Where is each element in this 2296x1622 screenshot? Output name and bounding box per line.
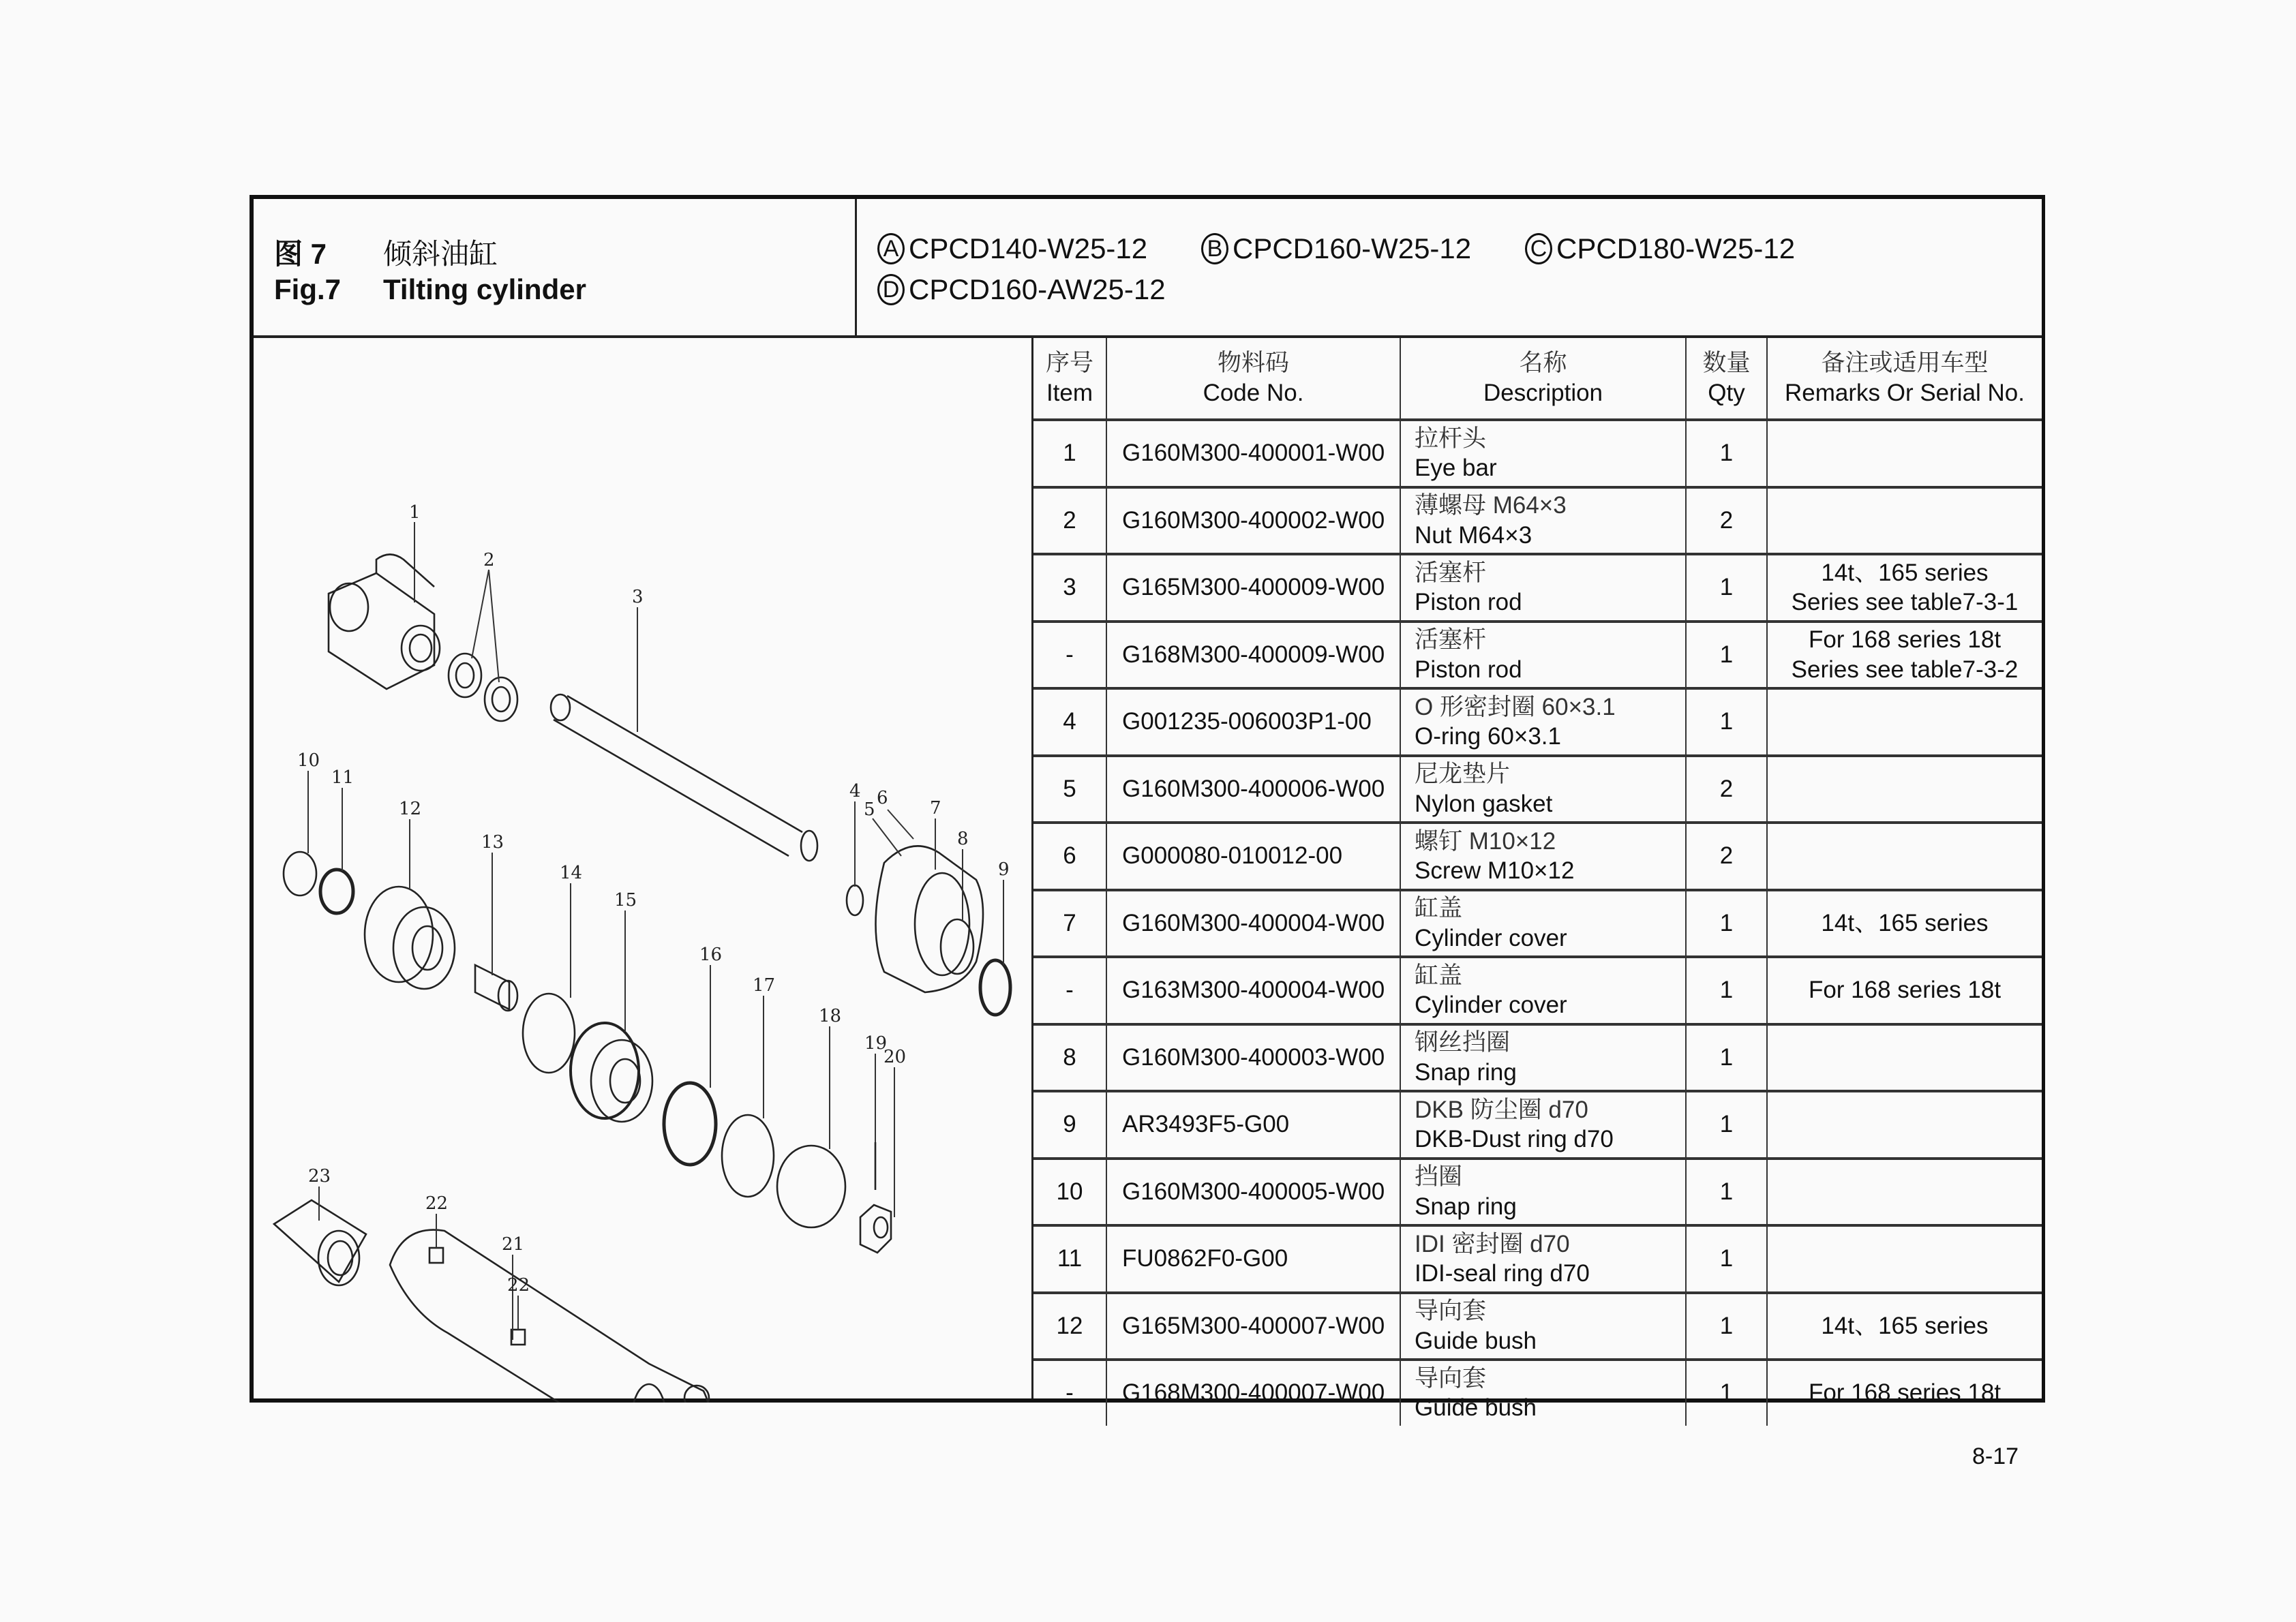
eye-bar-part <box>329 555 440 690</box>
circled-letter-b-icon: B <box>1201 233 1228 264</box>
description-cn: 薄螺母 M64×3 <box>1415 492 1567 519</box>
page-number: 8-17 <box>1972 1443 2019 1469</box>
figure-title-en <box>274 275 586 304</box>
description-cn: 缸盖 <box>1415 895 1463 921</box>
table-header-row <box>1033 338 2042 420</box>
description <box>1400 1159 1686 1226</box>
item-number: 11 <box>1033 1225 1106 1293</box>
description-cn: 拉杆头 <box>1415 425 1487 452</box>
remarks <box>1767 1091 2042 1159</box>
remarks <box>1767 1225 2042 1293</box>
description <box>1400 756 1686 823</box>
quantity: 1 <box>1686 890 1767 958</box>
ring-17-part <box>722 1115 774 1197</box>
callout-20: 20 <box>883 1047 907 1067</box>
code-number: G000080-010012-00 <box>1106 823 1400 890</box>
item-number: 4 <box>1033 688 1106 756</box>
piston-rod-part <box>551 694 817 861</box>
remarks <box>1767 554 2042 622</box>
item-number: 8 <box>1033 1024 1106 1092</box>
figure-title-cn <box>274 240 498 269</box>
remarks <box>1767 487 2042 555</box>
remarks-line-2: Series see table7-3-2 <box>1791 656 2019 683</box>
description-cn: 挡圈 <box>1415 1163 1463 1190</box>
description <box>1400 554 1686 622</box>
remarks-line-1: 14t、165 series <box>1821 909 1989 936</box>
column-header-description: 名称 Description <box>1400 338 1686 420</box>
description <box>1400 957 1686 1024</box>
remarks <box>1767 1024 2042 1092</box>
table-row <box>1033 1091 2042 1159</box>
callout-19: 19 <box>864 1033 888 1054</box>
table-row <box>1033 1225 2042 1293</box>
remarks-line-1: 14t、165 series <box>1821 559 1989 586</box>
item-number: 12 <box>1033 1293 1106 1360</box>
model-c <box>1525 233 1795 264</box>
remarks-line-1: For 168 series 18t <box>1808 977 2002 1004</box>
seal-ring-14-part <box>523 994 575 1073</box>
description <box>1400 688 1686 756</box>
callout-13: 13 <box>481 832 504 853</box>
quantity: 2 <box>1686 756 1767 823</box>
callout-23: 23 <box>308 1166 331 1187</box>
description <box>1400 1360 1686 1426</box>
callout-17: 17 <box>753 975 776 996</box>
table-row <box>1033 420 2042 487</box>
code-number: G165M300-400007-W00 <box>1106 1293 1400 1360</box>
circled-letter-d-icon: D <box>877 274 905 305</box>
callout-16: 16 <box>699 945 723 965</box>
table-row <box>1033 1159 2042 1226</box>
parts-list-table <box>1031 338 2042 1422</box>
remarks-line-1: 14t、165 series <box>1821 1312 1989 1339</box>
callout-10: 10 <box>297 750 320 771</box>
item-number: 1 <box>1033 420 1106 487</box>
remarks <box>1767 1360 2042 1426</box>
item-number: 9 <box>1033 1091 1106 1159</box>
quantity: 1 <box>1686 554 1767 622</box>
table-row <box>1033 688 2042 756</box>
description-cn: 尼龙垫片 <box>1415 761 1511 787</box>
model-name: CPCD160-W25-12 <box>1233 232 1472 264</box>
nut-parts <box>449 654 517 721</box>
description-en: Eye bar <box>1415 455 1497 482</box>
callout-8: 8 <box>957 829 969 849</box>
parts-table-body <box>1033 420 2042 1426</box>
table-row <box>1033 823 2042 890</box>
figure-name-en: Tilting cylinder <box>383 273 586 305</box>
table-row <box>1033 487 2042 555</box>
quantity: 1 <box>1686 1159 1767 1226</box>
dust-ring-part <box>980 960 1010 1015</box>
description-en: Cylinder cover <box>1415 924 1567 951</box>
quantity: 1 <box>1686 1024 1767 1092</box>
remarks <box>1767 622 2042 689</box>
quantity: 1 <box>1686 1225 1767 1293</box>
remarks <box>1767 756 2042 823</box>
description-en: DKB-Dust ring d70 <box>1415 1126 1614 1153</box>
model-a <box>877 233 1147 264</box>
description-cn: IDI 密封圈 d70 <box>1415 1230 1570 1257</box>
item-number: - <box>1033 1360 1106 1426</box>
snap-ring-10-part <box>284 852 316 896</box>
description-cn: 活塞杆 <box>1415 559 1487 586</box>
table-row <box>1033 622 2042 689</box>
description-cn: 钢丝挡圈 <box>1415 1029 1511 1056</box>
description <box>1400 487 1686 555</box>
model-name: CPCD160-AW25-12 <box>909 273 1166 305</box>
description <box>1400 1293 1686 1360</box>
quantity: 1 <box>1686 688 1767 756</box>
ring-16-part <box>664 1083 716 1165</box>
guide-bush-part <box>365 887 455 989</box>
bushing-23-part <box>274 1200 366 1285</box>
code-number: G165M300-400009-W00 <box>1106 554 1400 622</box>
remarks <box>1767 957 2042 1024</box>
code-number: G160M300-400002-W00 <box>1106 487 1400 555</box>
callout-5: 5 <box>864 799 875 820</box>
description <box>1400 1091 1686 1159</box>
item-number: 6 <box>1033 823 1106 890</box>
callout-11: 11 <box>331 767 354 788</box>
remarks <box>1767 688 2042 756</box>
table-row <box>1033 554 2042 622</box>
remarks <box>1767 890 2042 958</box>
quantity: 1 <box>1686 1091 1767 1159</box>
quantity: 2 <box>1686 487 1767 555</box>
description-en: Guide bush <box>1415 1327 1537 1354</box>
description-en: IDI-seal ring d70 <box>1415 1260 1590 1287</box>
table-row <box>1033 756 2042 823</box>
callout-9: 9 <box>998 859 1010 880</box>
description-cn: 缸盖 <box>1415 962 1463 989</box>
o-ring-part <box>847 885 863 915</box>
remarks-line-2: Series see table7-3-1 <box>1791 589 2019 616</box>
quantity: 1 <box>1686 622 1767 689</box>
callout-14: 14 <box>560 863 583 883</box>
callout-7: 7 <box>930 798 941 818</box>
table-row <box>1033 1360 2042 1426</box>
exploded-view-drawing <box>254 338 1031 1398</box>
circled-letter-a-icon: A <box>877 233 905 264</box>
code-number: G160M300-400004-W00 <box>1106 890 1400 958</box>
remarks-line-1: For 168 series 18t <box>1808 1379 2002 1407</box>
bushing-13-part <box>475 965 517 1011</box>
code-number: G168M300-400007-W00 <box>1106 1360 1400 1426</box>
description-cn: 活塞杆 <box>1415 626 1487 653</box>
remarks <box>1767 1159 2042 1226</box>
callout-2: 2 <box>483 550 495 570</box>
description-cn: O 形密封圈 60×3.1 <box>1415 693 1616 720</box>
applicable-models <box>857 199 2042 338</box>
parts-page-frame <box>250 195 2045 1422</box>
figure-title-block <box>254 199 857 338</box>
code-number: FU0862F0-G00 <box>1106 1225 1400 1293</box>
callout-1: 1 <box>409 502 421 523</box>
description-en: Snap ring <box>1415 1058 1517 1086</box>
piston-15-part <box>571 1023 652 1122</box>
item-number: - <box>1033 622 1106 689</box>
column-header-item: 序号 Item <box>1033 338 1106 420</box>
column-header-qty: 数量 Qty <box>1686 338 1767 420</box>
table-row <box>1033 1293 2042 1360</box>
model-name: CPCD140-W25-12 <box>909 232 1148 264</box>
cylinder-cover-part <box>876 846 984 992</box>
code-number: G160M300-400001-W00 <box>1106 420 1400 487</box>
table-row <box>1033 957 2042 1024</box>
quantity: 1 <box>1686 1293 1767 1360</box>
grease-fitting-22a-part <box>429 1248 443 1263</box>
description <box>1400 1024 1686 1092</box>
quantity: 1 <box>1686 1360 1767 1426</box>
callout-15: 15 <box>614 890 637 911</box>
description-en: O-ring 60×3.1 <box>1415 723 1561 750</box>
circled-letter-c-icon: C <box>1525 233 1552 264</box>
description <box>1400 823 1686 890</box>
ring-18-part <box>777 1146 845 1227</box>
description-en: Nut M64×3 <box>1415 521 1532 549</box>
quantity: 2 <box>1686 823 1767 890</box>
description-en: Piston rod <box>1415 656 1522 683</box>
description <box>1400 622 1686 689</box>
figure-label-cn: 图 7 <box>274 238 327 270</box>
description <box>1400 890 1686 958</box>
model-b <box>1201 233 1471 264</box>
figure-label-en: Fig.7 <box>274 273 342 305</box>
description-cn: 导向套 <box>1415 1298 1487 1324</box>
callout-4: 4 <box>849 781 861 801</box>
item-number: 10 <box>1033 1159 1106 1226</box>
callout-leaders <box>308 522 1003 1340</box>
remarks <box>1767 823 2042 890</box>
description-en: Guide bush <box>1415 1394 1537 1422</box>
model-d <box>877 274 1166 305</box>
item-number: 3 <box>1033 554 1106 622</box>
callout-3: 3 <box>632 587 644 607</box>
code-number: G160M300-400005-W00 <box>1106 1159 1400 1226</box>
tilting-cylinder-exploded-diagram <box>254 338 1031 1403</box>
item-number: - <box>1033 957 1106 1024</box>
description <box>1400 1225 1686 1293</box>
callout-6: 6 <box>877 788 888 808</box>
callout-21: 21 <box>502 1234 525 1255</box>
column-header-remarks: 备注或适用车型 Remarks Or Serial No. <box>1767 338 2042 420</box>
description-en: Nylon gasket <box>1415 790 1553 817</box>
description-cn: 导向套 <box>1415 1364 1487 1392</box>
remarks <box>1767 1293 2042 1360</box>
quantity: 1 <box>1686 957 1767 1024</box>
description-cn: 螺钉 M10×12 <box>1415 827 1556 855</box>
code-number: G160M300-400006-W00 <box>1106 756 1400 823</box>
table-row <box>1033 1024 2042 1092</box>
description-cn: DKB 防尘圈 d70 <box>1415 1096 1588 1123</box>
item-number: 5 <box>1033 756 1106 823</box>
code-number: G001235-006003P1-00 <box>1106 688 1400 756</box>
callout-22b: 22 <box>507 1275 530 1296</box>
remarks-line-1: For 168 series 18t <box>1808 626 2002 653</box>
quantity: 1 <box>1686 420 1767 487</box>
column-header-code: 物料码 Code No. <box>1106 338 1400 420</box>
model-name: CPCD180-W25-12 <box>1556 232 1796 264</box>
item-number: 7 <box>1033 890 1106 958</box>
code-number: G160M300-400003-W00 <box>1106 1024 1400 1092</box>
table-row <box>1033 890 2042 958</box>
code-number: G168M300-400009-W00 <box>1106 622 1400 689</box>
figure-name-cn: 倾斜油缸 <box>383 238 498 270</box>
idi-seal-ring-part <box>320 870 353 913</box>
callout-12: 12 <box>399 799 422 819</box>
description <box>1400 420 1686 487</box>
callout-labels <box>297 502 1010 1296</box>
nut-20-part <box>860 1205 891 1253</box>
item-number: 2 <box>1033 487 1106 555</box>
callout-18: 18 <box>819 1006 842 1026</box>
description-en: Screw M10×12 <box>1415 857 1575 885</box>
remarks <box>1767 420 2042 487</box>
description-en: Snap ring <box>1415 1193 1517 1220</box>
code-number: AR3493F5-G00 <box>1106 1091 1400 1159</box>
callout-22a: 22 <box>425 1193 449 1214</box>
description-en: Piston rod <box>1415 589 1522 616</box>
cylinder-tube-part <box>390 1230 710 1403</box>
description-en: Cylinder cover <box>1415 992 1567 1019</box>
code-number: G163M300-400004-W00 <box>1106 957 1400 1024</box>
